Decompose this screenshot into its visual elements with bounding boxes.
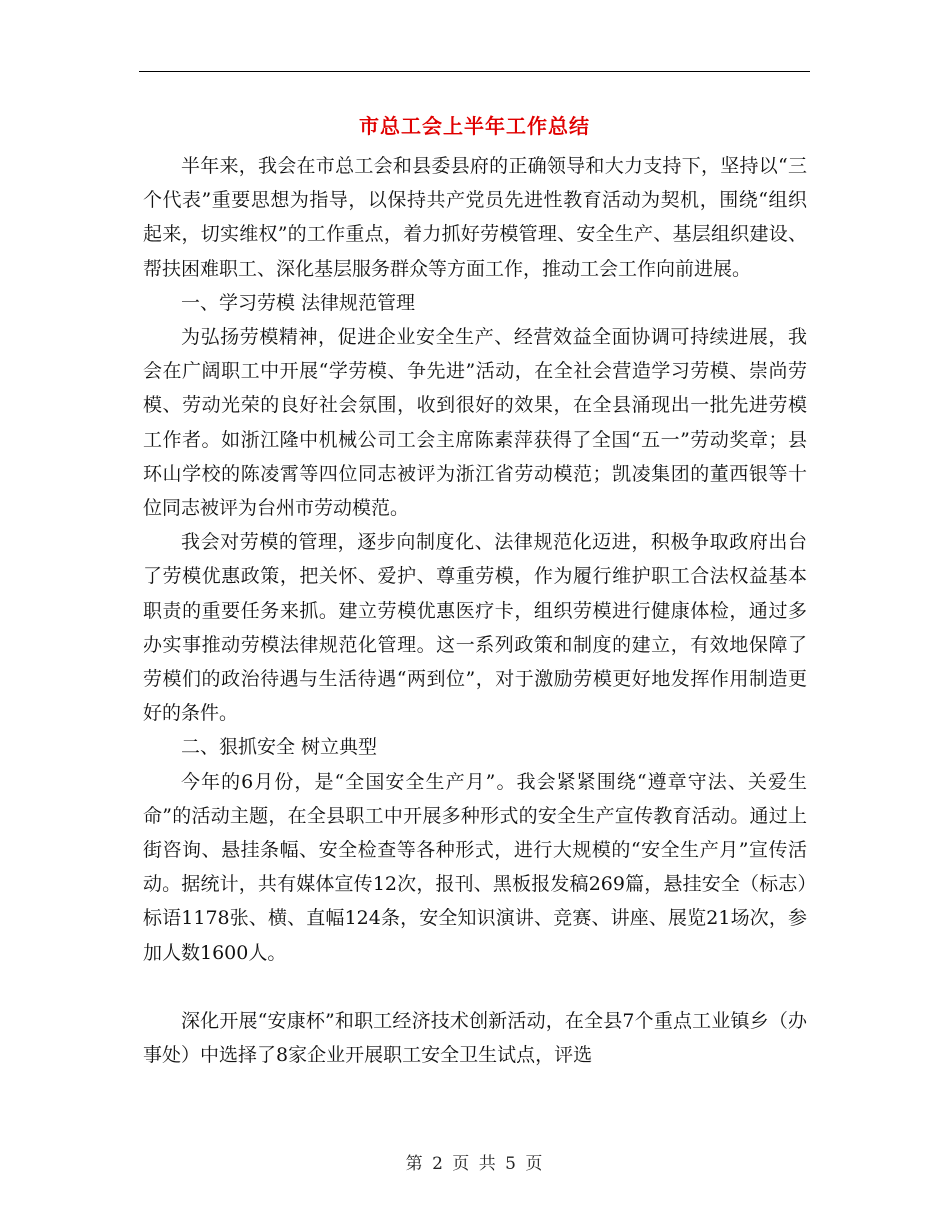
- paragraph-intro: 半年来，我会在市总工会和县委县府的正确领导和大力支持下，坚持以“三个代表”重要思想为指导，以保持共产党员先进性教育活动为契机，围绕“组织起来，切实维权”的工作重点，着力抓好劳模管理、安全生产、基层组织建设、帮扶困难职工、深化基层服务群众等方面工作，推动工会工作向前进展。: [143, 155, 807, 280]
- document-body: [143, 149, 807, 1072]
- document-title: 市总工会上半年工作总结: [359, 114, 590, 138]
- paragraph-safety-month: 今年的6月份，是“全国安全生产月”。我会紧紧围绕“遵章守法、关爱生命”的活动主题，在全县职工中开展多种形式的安全生产宣传教育活动。通过上街咨询、悬挂条幅、安全检查等各种形式，进行大规模的“安全生产月”宣传活动。据统计，共有媒体宣传12次，报刊、黑板报发稿269篇，悬挂安全（标志）标语1178张、横、直幅124条，安全知识演讲、竞赛、讲座、展览21场次，参加人数1600人。: [143, 770, 807, 964]
- paragraph-model-management: 我会对劳模的管理，逐步向制度化、法律规范化迈进，积极争取政府出台了劳模优惠政策，把关怀、爱护、尊重劳模，作为履行维护职工合法权益基本职责的重要任务来抓。建立劳模优惠医疗卡，组织劳模进行健康体检，通过多办实事推动劳模法律规范化管理。这一系列政策和制度的建立，有效地保障了劳模们的政治待遇与生活待遇“两到位”，对于激励劳模更好地发挥作用制造更好的条件。: [143, 531, 807, 725]
- paragraph-model-workers: 为弘扬劳模精神，促进企业安全生产、经营效益全面协调可持续进展，我会在广阔职工中开展“学劳模、争先进”活动，在全社会营造学习劳模、崇尚劳模、劳动光荣的良好社会氛围，收到很好的效果，在全县涌现出一批先进劳模工作者。如浙江隆中机械公司工会主席陈素萍获得了全国“五一”劳动奖章；县环山学校的陈凌霄等四位同志被评为浙江省劳动模范；凯凌集团的董西银等十位同志被评为台州市劳动模范。: [143, 326, 807, 520]
- page-number: 第 2 页 共 5 页: [405, 1154, 545, 1174]
- section-heading-2: 二、狠抓安全 树立典型: [181, 736, 378, 759]
- section-heading-1: 一、学习劳模 法律规范管理: [181, 291, 416, 314]
- header-rule: [139, 71, 810, 72]
- paragraph-ankang-cup: 深化开展“安康杯”和职工经济技术创新活动，在全县7个重点工业镇乡（办事处）中选择了8家企业开展职工安全卫生试点，评选: [143, 1009, 807, 1067]
